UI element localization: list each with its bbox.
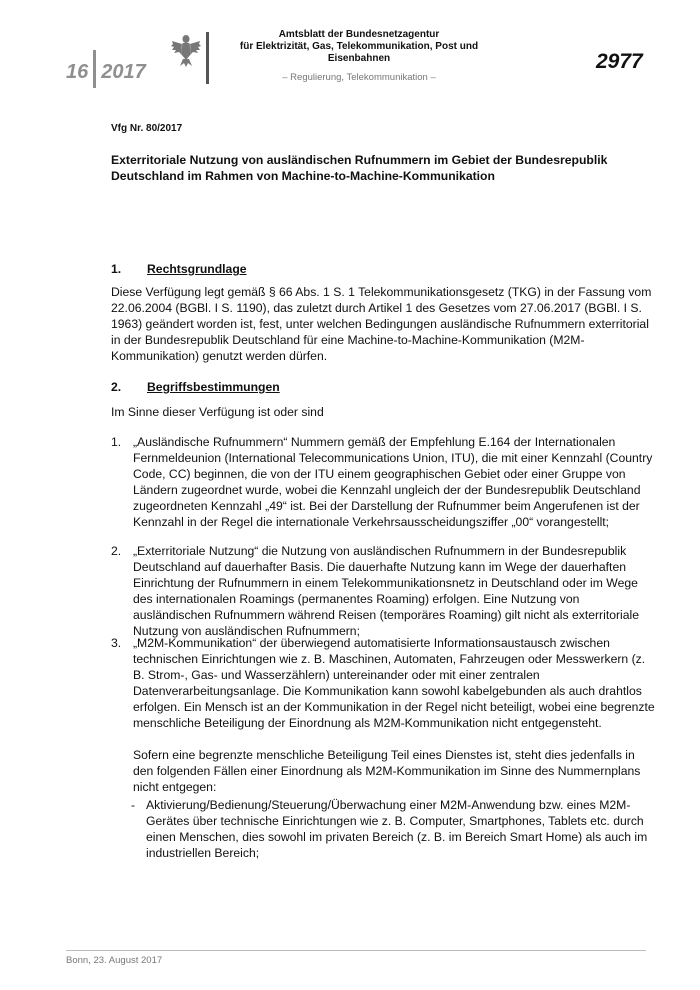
bullet-item	[131, 797, 656, 861]
definition-text: „M2M-Kommunikation“ der überwiegend automatisierte Informationsaustausch zwischen technischen Einrichtungen wie z. B. Maschinen, Automaten, Fahrzeugen oder Messwerkern (z. B. Strom-, Gas- und Wasserzählern) untereinander oder mit einer zentralen Datenverarbeitungsanlage. Die Kommunikation kann sowohl kabelgebunden als auch drahtlos erfolgen. Ein Mensch ist an der Kommunikation in der Regel nicht beteiligt, wobei eine begrenzte menschliche Beteiligung der Einordnung als M2M-Kommunikation nicht entgegensteht.	[133, 636, 655, 730]
definition-item	[111, 635, 656, 795]
section-1-paragraph: Diese Verfügung legt gemäß § 66 Abs. 1 S. 1 Telekommunikationsgesetz (TKG) in der Fassung vom 22.06.2004 (BGBl. I S. 1190), das zuletzt durch Artikel 1 des Gesetzes vom 27.06.2017 (BGBl. I S. 1963) geändert worden ist, fest, unter welchen Bedingungen ausländische Rufnummern exterritorial in der Bundesrepublik Deutschland für eine Machine-to-Machine-Kommunikation (M2M-Kommunikation) genutzt werden dürfen.	[111, 285, 652, 363]
definition-item	[111, 434, 656, 530]
footer-divider	[66, 950, 646, 951]
bullet-text: Aktivierung/Bedienung/Steuerung/Überwachung einer M2M-Anwendung bzw. eines M2M-Gerätes über technische Einrichtungen wie z. B. Computer, Smartphones, Tablets etc. durch einen Menschen, dies sowohl im privaten Bereich (z. B. im Bereich Smart Home) als auch im industriellen Bereich;	[146, 798, 648, 860]
definition-text: „Exterritoriale Nutzung“ die Nutzung von ausländischen Rufnummern in der Bundesrepublik Deutschland auf dauerhafter Basis. Die dauerhafte Nutzung kann im Wege der dauerhaften Einrichtung der Rufnummern in einem Telekommunikationsnetz in Deutschland oder im Wege des internationalen Roamings (permanentes Roaming) erfolgen. Eine Nutzung von ausländischen Rufnummern während Reisen (temporäres Roaming) gilt nicht als exterritoriale Nutzung von ausländischen Rufnummern;	[133, 544, 640, 638]
bullet-marker: -	[131, 798, 136, 812]
list-number: 2.	[111, 544, 122, 558]
section-number: 1.	[111, 262, 122, 276]
header-line1: Amtsblatt der Bundesnetzagentur	[278, 29, 440, 40]
definition-text: „Ausländische Rufnummern“ Nummern gemäß der Empfehlung E.164 der Internationalen Fernmeldeunion (International Telecommunications Union, ITU), die mit einer Kennzahl (Country Code, CC) beginnen, die von der ITU einem geographischen Gebiet oder einer Gruppe von Ländern zugeordnet wurde, wobei die Kennzahl ungleich der der Bundesrepublik Deutschland zugeordneten Kennzahl „49“ ist. Bei der Darstellung der Rufnummer beim Angerufenen ist der Kennzahl in der Regel die internationale Verkehrsausscheidungsziffer „00“ vorangestellt;	[133, 435, 653, 529]
definition-text-continued: Sofern eine begrenzte menschliche Beteiligung Teil eines Dienstes ist, steht dies jedenfalls in den folgenden Fällen einer Einordnung als M2M-Kommunikation im Sinne des Nummernplans nicht entgegen:	[133, 748, 641, 794]
federal-eagle-icon	[170, 32, 202, 68]
decree-number: Vfg Nr. 80/2017	[111, 123, 183, 134]
footer-date: Bonn, 23. August 2017	[66, 955, 163, 966]
section-title: Begriffsbestimmungen	[147, 380, 280, 394]
section-2-intro: Im Sinne dieser Verfügung ist oder sind	[111, 405, 324, 419]
list-number: 3.	[111, 636, 122, 650]
section-heading-2	[111, 380, 280, 394]
definition-item	[111, 543, 656, 639]
header-masthead	[214, 29, 504, 83]
issue-label	[66, 50, 146, 88]
list-number: 1.	[111, 435, 122, 449]
section-title: Rechtsgrundlage	[147, 262, 247, 276]
header-divider	[206, 32, 209, 84]
section-number: 2.	[111, 380, 122, 394]
header-line3: – Regulierung, Telekommunikation –	[282, 72, 436, 83]
page-number: 2977	[596, 50, 643, 73]
document-title: Exterritoriale Nutzung von ausländischen Rufnummern im Gebiet der Bundesrepublik Deutschland im Rahmen von Machine-to-Machine-Kommunikation	[111, 153, 608, 183]
section-heading-1	[111, 262, 247, 276]
issue-year: 2017	[101, 61, 146, 83]
header-line2: für Elektrizität, Gas, Telekommunikation, Post und Eisenbahnen	[239, 41, 479, 64]
issue-number: 16	[66, 61, 89, 83]
issue-separator	[93, 50, 96, 88]
